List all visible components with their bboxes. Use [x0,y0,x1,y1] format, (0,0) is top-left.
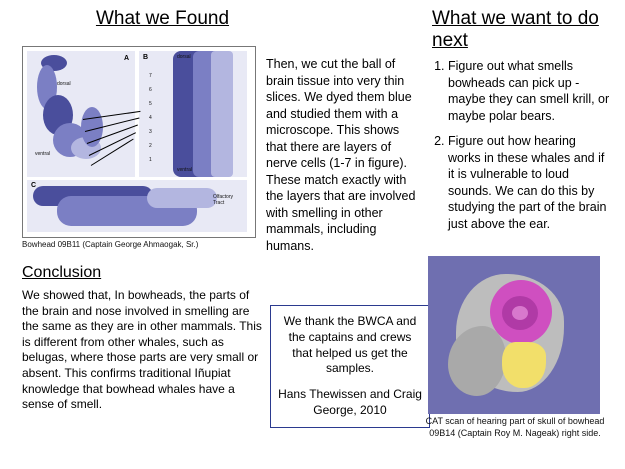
brain-slice-figure [22,46,256,238]
list-item: 2. Figure out how hearing works in these whales and if it is vulnerable to loud sounds. We can do this by studying the part of the brain just above the ear. [448,133,610,232]
slice-number-3: 3 [149,129,152,135]
slice-number-6: 6 [149,87,152,93]
tissue-band [211,51,233,177]
acknowledgement-box [270,305,430,428]
cochlea-core-shape [512,306,528,320]
acknowledgement-text: We thank the BWCA and the captains and crews that helped us get the samples. [283,314,417,376]
conclusion-section-heading: Conclusion [22,264,102,281]
catscan-figure [428,256,600,414]
figure-panel-b [139,51,247,177]
slice-number-2: 2 [149,143,152,149]
catscan-figure-caption: CAT scan of hearing part of skull of bowhead 09B14 (Captain Roy M. Nageak) right side. [425,416,605,438]
found-section-text: Then, we cut the ball of brain tissue into very thin slices. We dyed them blue and studied them with a microscope. This shows that there are layers of nerve cells (1-7 in figure). These match exactly with the layers that are involved with smelling in other mammals, including humans. [266,57,416,253]
annotation-ventral-b: ventral [177,167,193,173]
next-section-heading: What we want to do next [432,8,599,51]
panel-label-c: C [31,182,37,189]
slice-number-1: 1 [149,157,152,163]
list-item: 1. Figure out what smells bowheads can pick up - maybe they can smell krill, or maybe polar bears. [448,58,610,124]
annotation-ventral: ventral [35,151,51,157]
annotation-dorsal: dorsal [57,81,71,87]
tissue-band [147,188,217,208]
figure-panel-c [27,180,247,232]
brain-figure-caption: Bowhead 09B11 (Captain George Ahmaogak, Sr.) [22,240,199,249]
conclusion-section-text: We showed that, In bowheads, the parts of the brain and nose involved in smelling are the same as they are in other mammals. This is different from other whales, such as belugas, where those parts are very small or absent. This confirms traditional Iñupiat knowledge that bowhead whales have a sense of smell. [22,288,262,412]
panel-label-a: A [123,55,129,62]
panel-label-b: B [143,54,149,61]
slice-number-7: 7 [149,73,152,79]
next-steps-list [430,58,610,241]
slice-number-5: 5 [149,101,152,107]
annotation-olfactory-tract: Olfactory Tract [213,194,234,206]
annotation-dorsal-b: dorsal [177,54,191,60]
acknowledgement-authors: Hans Thewissen and Craig George, 2010 [278,387,422,417]
slice-number-4: 4 [149,115,152,121]
found-section-heading: What we Found [95,8,230,29]
